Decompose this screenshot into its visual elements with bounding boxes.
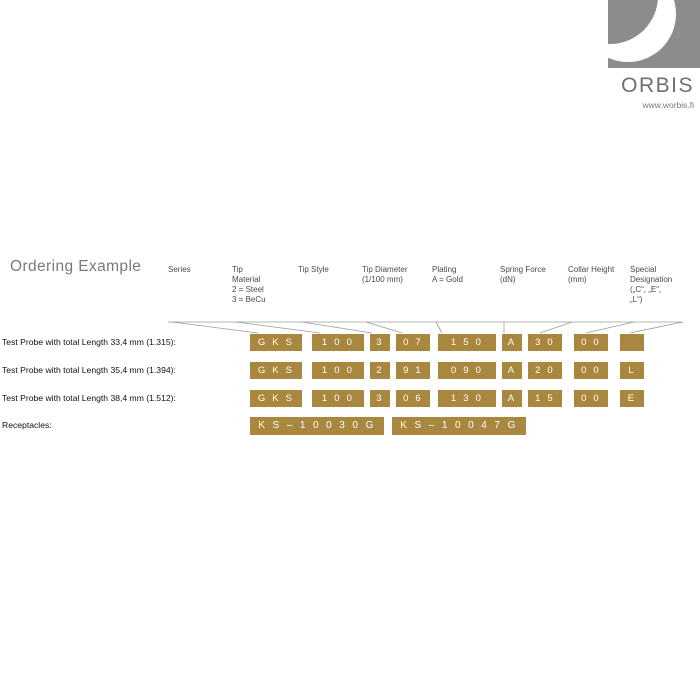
column-header-line: „L“) [630, 295, 643, 304]
code-cell: K S – 1 0 0 4 7 G [392, 417, 526, 435]
column-header-line: 3 = BeCu [232, 295, 266, 304]
column-header-line: (1/100 mm) [362, 275, 403, 284]
code-cell: 0 7 [396, 334, 430, 351]
code-cell: E [620, 390, 644, 407]
code-cell: 2 0 [528, 362, 562, 379]
row-label: Test Probe with total Length 35,4 mm (1.394): [2, 365, 176, 375]
column-header-line: A = Gold [432, 275, 463, 284]
code-cell: 3 0 [528, 334, 562, 351]
column-header-line: (dN) [500, 275, 516, 284]
column-header-line: Spring Force [500, 265, 546, 274]
code-cell: 3 [370, 390, 390, 407]
code-cell: G K S [250, 334, 302, 351]
code-cell: 2 [370, 362, 390, 379]
code-cell: 3 [370, 334, 390, 351]
row-label: Test Probe with total Length 38,4 mm (1.512): [2, 393, 176, 403]
column-header-line: Tip Diameter [362, 265, 408, 274]
column-header-line: (mm) [568, 275, 587, 284]
column-header-line: Designation [630, 275, 673, 284]
code-cell: 1 5 [528, 390, 562, 407]
code-cell: A [502, 334, 522, 351]
code-cell: 1 0 0 [312, 390, 364, 407]
page-title: Ordering Example [10, 258, 142, 275]
brand-url: www.worbis.fi [642, 100, 694, 110]
code-cell: 0 9 0 [438, 362, 496, 379]
column-header-line: Material [232, 275, 261, 284]
column-header-line: Tip Style [298, 265, 329, 274]
row-label: Test Probe with total Length 33,4 mm (1.315): [2, 337, 176, 347]
code-cell: G K S [250, 390, 302, 407]
column-header-line: Plating [432, 265, 457, 274]
column-header-line: („C“, „E“, [630, 285, 662, 294]
code-cell: 1 5 0 [438, 334, 496, 351]
code-cell: 1 3 0 [438, 390, 496, 407]
code-cell: 9 1 [396, 362, 430, 379]
column-header-line: Tip [232, 265, 243, 274]
code-cell: L [620, 362, 644, 379]
column-header-line: Series [168, 265, 191, 274]
code-cell: G K S [250, 362, 302, 379]
code-cell: 0 0 [574, 334, 608, 351]
row-label: Receptacles: [2, 420, 52, 430]
code-cell: 1 0 0 [312, 362, 364, 379]
code-cell: A [502, 362, 522, 379]
brand-name: ORBIS [621, 74, 694, 97]
code-cell: K S – 1 0 0 3 0 G [250, 417, 384, 435]
code-cell: 0 0 [574, 362, 608, 379]
code-cell: 1 0 0 [312, 334, 364, 351]
column-header-line: Collar Height [568, 265, 615, 274]
code-cell-empty [620, 334, 644, 351]
column-header-line: 2 = Steel [232, 285, 264, 294]
column-header-line: Special [630, 265, 657, 274]
code-cell: 0 0 [574, 390, 608, 407]
code-cell: A [502, 390, 522, 407]
code-cell: 0 6 [396, 390, 430, 407]
